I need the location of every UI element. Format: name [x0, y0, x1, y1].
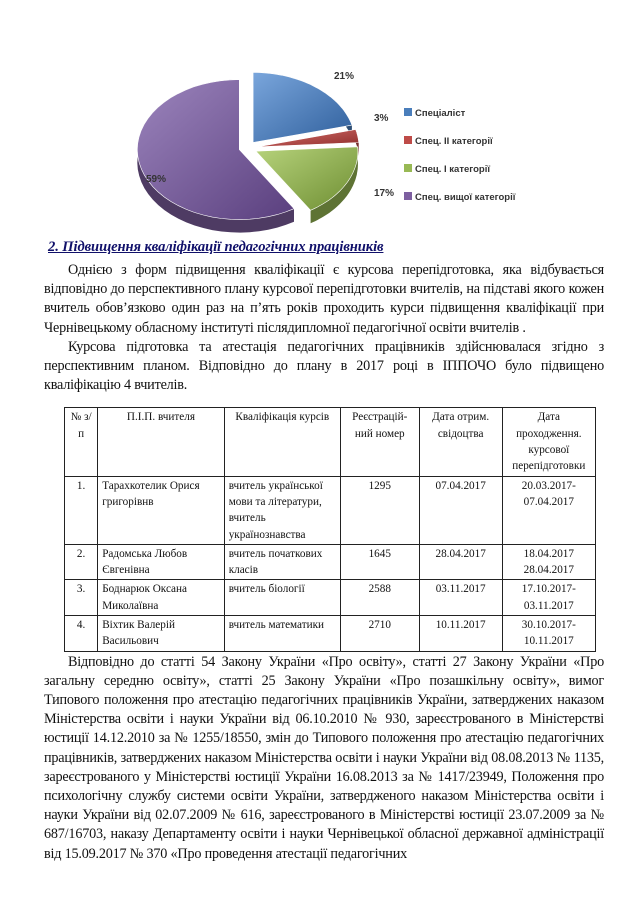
paragraph-3: Відповідно до статті 54 Закону України «Про освіту», статті 27 Закону України «Про загальну середню освіту», статті 25 Закону України «Про позашкільну освіту», вимог Типового положення про атестацію педагогічних працівників України, затверджених наказом Міністерства освіти і науки України від 06.10.2010 № 930, зареєстрованого в Міністерстві юстиції 14.12.2010 за № 1255/18550, змін до Типового положення про атестацію педагогічних працівників, затверджених наказом Міністерства освіти і науки України від 08.08.2013 № 1135, зареєстрованого у Міністерстві юстиції України 16.08.2013 за № 1417/23949, Положення про психологічну службу системи освіти України, затвердженого наказом Міністерства освіти і науки України від 02.07.2009 № 616, зареєстрованого в Міністерстві юстиції 23.07.2009 за № 687/16703, наказу Департаменту освіти і науки Чернівецької обласної державної адміністрації від 15.09.2017 № 370 «Про проведення атестації педагогічних: [44, 653, 604, 862]
cell-number: 4.: [65, 615, 98, 651]
section-heading: 2. Підвищення кваліфікації педагогічних працівників: [48, 239, 384, 255]
header-number: № з/п: [65, 408, 98, 476]
table-row: [65, 615, 596, 651]
courses-table: [64, 407, 596, 651]
cell-certificate-date: 07.04.2017: [419, 476, 502, 544]
table-header-row: [65, 408, 596, 476]
paragraph-2: Курсова підготовка та атестація педагогічних працівників здійснювалася згідно з перспективним планом. Відповідно до плану в 2017 році в ІППОЧО було підвищено кваліфікацію 4 вчителів.: [44, 338, 604, 394]
cell-qualification: вчитель математики: [224, 615, 340, 651]
pie-data-label: 59%: [146, 174, 167, 185]
cell-registration-number: 1295: [340, 476, 419, 544]
cell-teacher-name: Радомська Любов Євгенівна: [98, 544, 225, 580]
cell-number: 2.: [65, 544, 98, 580]
pie-data-label: 17%: [374, 188, 395, 199]
cell-teacher-name: Тарахкотелик Орися григорівнв: [98, 476, 225, 544]
legend-swatch: [404, 108, 412, 116]
cell-registration-number: 1645: [340, 544, 419, 580]
cell-number: 3.: [65, 580, 98, 616]
header-course-dates: Дата проходження. курсової перепідготовки: [502, 408, 595, 476]
cell-certificate-date: 10.11.2017: [419, 615, 502, 651]
cell-course-dates: 17.10.2017-03.11.2017: [502, 580, 595, 616]
legend-label: Спеціаліст: [415, 108, 466, 119]
table-row: [65, 580, 596, 616]
table-row: [65, 544, 596, 580]
legend-swatch: [404, 136, 412, 144]
cell-qualification: вчитель початкових класів: [224, 544, 340, 580]
legend-swatch: [404, 192, 412, 200]
header-certificate-date: Дата отрим. свідоцтва: [419, 408, 502, 476]
cell-qualification: вчитель біології: [224, 580, 340, 616]
header-teacher-name: П.І.П. вчителя: [98, 408, 225, 476]
pie-data-label: 21%: [334, 71, 355, 82]
legend-label: Спец. І категорії: [415, 164, 491, 175]
cell-qualification: вчитель української мови та літератури, вчитель українознавства: [224, 476, 340, 544]
cell-certificate-date: 28.04.2017: [419, 544, 502, 580]
pie-chart: [0, 0, 638, 238]
cell-teacher-name: Віхтик Валерій Васильович: [98, 615, 225, 651]
table-row: [65, 476, 596, 544]
legend-swatch: [404, 164, 412, 172]
header-registration-number: Реєстрацій-ний номер: [340, 408, 419, 476]
cell-teacher-name: Боднарюк Оксана Миколаївна: [98, 580, 225, 616]
cell-certificate-date: 03.11.2017: [419, 580, 502, 616]
cell-registration-number: 2588: [340, 580, 419, 616]
cell-number: 1.: [65, 476, 98, 544]
legend-label: Спец. ІІ категорії: [415, 136, 493, 147]
cell-course-dates: 30.10.2017-10.11.2017: [502, 615, 595, 651]
cell-course-dates: 20.03.2017-07.04.2017: [502, 476, 595, 544]
legend-label: Спец. вищої категорії: [415, 192, 516, 203]
cell-course-dates: 18.04.2017 28.04.2017: [502, 544, 595, 580]
paragraph-1: Однією з форм підвищення кваліфікації є курсова перепідготовка, яка відбувається відповідно до перспективного плану курсової перепідготовки вчителів, на підставі якого кожен вчитель обов’язково один раз на п’ять років проходить курси підвищення кваліфікації при Чернівецькому обласному інституті післядипломної педагогічної освіти вчителів .: [44, 262, 604, 336]
pie-data-label: 3%: [374, 113, 389, 124]
cell-registration-number: 2710: [340, 615, 419, 651]
header-qualification: Кваліфікація курсів: [224, 408, 340, 476]
document-body: [44, 237, 604, 864]
pie-slice: [253, 71, 355, 143]
